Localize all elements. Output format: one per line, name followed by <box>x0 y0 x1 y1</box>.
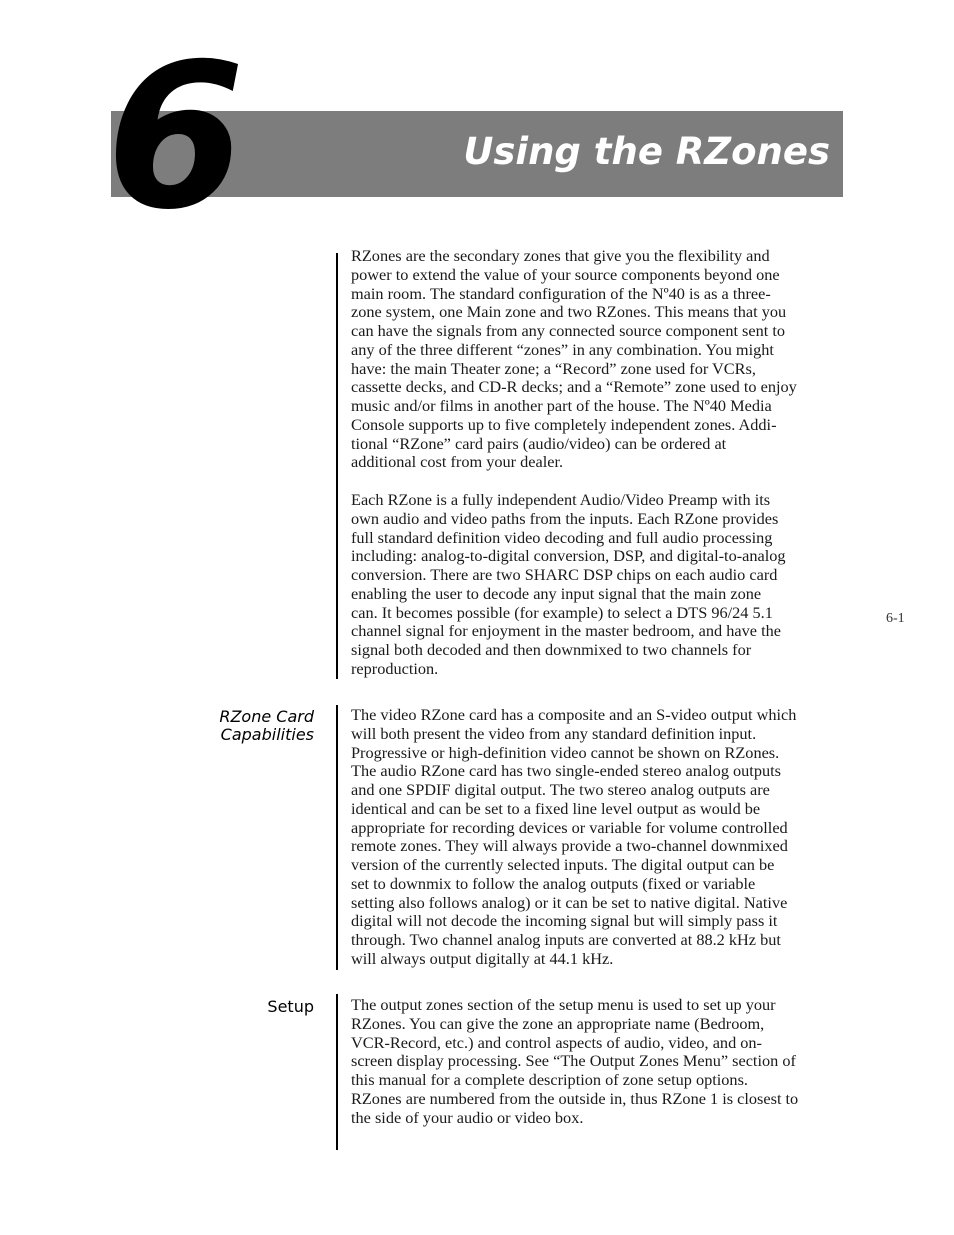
setup-paragraph: The output zones section of the setup menu is used to set up your RZones. You can give the zone an appropriate name (Bedroom, VCR-Record, etc.) and control aspects of audio, video, and on- screen display processing. See “The Output Zones Menu” section of this manual for a complete description of zone setup options. RZones are numbered from the outside in, thus RZone 1 is closest to the side of your audio or video box. <box>351 995 799 1127</box>
setup-heading: Setup <box>267 997 314 1016</box>
page-number: 6-1 <box>886 611 905 626</box>
chapter-number: 6 <box>106 21 242 254</box>
independent-preamp-paragraph: Each RZone is a fully independent Audio/Video Preamp with its own audio and video paths from the inputs. Each RZone provides full standard definition video decoding and full audio processing including: analog-to-digital conversion, DSP, and digital-to-analog conversion. There are two SHARC DSP chips on each audio card enabling the user to decode any input signal that the main zone can. It becomes possible (for example) to select a DTS 96/24 5.1 channel signal for enjoyment in the master bedroom, and have the signal both decoded and then downmixed to two channels for reproduction. <box>351 490 786 678</box>
intro-paragraph: RZones are the secondary zones that give you the flexibility and power to extend the value of your source components beyond one main room. The standard configuration of the Nº40 is as a three- zone system, one Main zone and two RZones. This means that you can have the signals from any connected source component sent to any of the three different “zones” in any combination. You might have: the main Theater zone; a “Record” zone used for VCRs, cassette decks, and CD-R decks; and a “Remote” zone used to enjoy music and/or films in another part of the house. The Nº40 Media Console supports up to five completely independent zones. Addi- tional “RZone” card pairs (audio/video) can be ordered at additional cost from your dealer. <box>351 246 797 472</box>
margin-rule-intro <box>336 253 338 679</box>
margin-rule-setup <box>336 994 338 1150</box>
capabilities-paragraph: The video RZone card has a composite and an S-video output which will both present the video from any standard definition input. Progressive or high-definition video cannot be shown on RZones. The audio RZone card has two single-ended stereo analog outputs and one SPDIF digital output. The two stereo analog outputs are identical and can be set to a fixed line level output as would be appropriate for recording devices or variable for volume controlled remote zones. They will always provide a two-channel downmixed version of the currently selected inputs. The digital output can be set to downmix to follow the analog outputs (fixed or variable setting also follows analog) or it can be set to native digital. Native digital will not decode the incoming signal but will simply pass it through. Two channel analog inputs are converted at 88.2 kHz but will always output digitally at 44.1 kHz. <box>351 705 797 968</box>
chapter-title: Using the RZones <box>463 130 830 173</box>
capabilities-heading-line1: RZone Card <box>219 707 314 726</box>
capabilities-heading-line2: Capabilities <box>220 725 314 744</box>
capabilities-heading <box>219 708 314 744</box>
margin-rule-capabilities <box>336 705 338 970</box>
